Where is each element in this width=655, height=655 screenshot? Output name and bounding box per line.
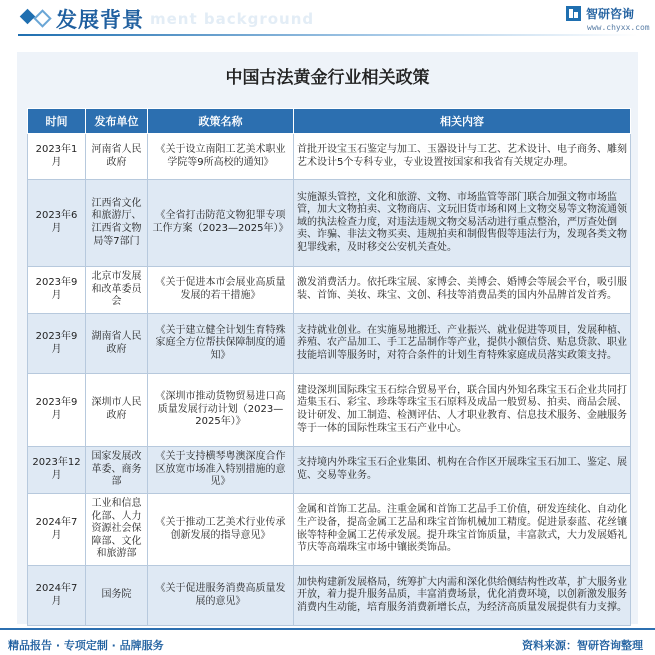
cell-unit: 江西省文化和旅游厅、江西省文物局等7部门 (86, 180, 148, 267)
cell-unit: 湖南省人民政府 (86, 314, 148, 374)
header-divider (18, 34, 638, 36)
footer-source: 资料来源：智研咨询整理 (522, 639, 643, 652)
page-header (0, 0, 655, 38)
table-row (28, 566, 631, 626)
column-header-content: 相关内容 (294, 109, 631, 134)
cell-time: 2024年7月 (28, 494, 86, 566)
cell-content: 首批开设宝玉石鉴定与加工、玉器设计与工艺、艺术设计、电子商务、雕刻艺术设计5个专科专业，专业设置按国家和我省有关规定办理。 (294, 134, 631, 180)
cell-time: 2024年7月 (28, 566, 86, 626)
cell-time: 2023年9月 (28, 374, 86, 447)
cell-policy: 《关于促进服务消费高质量发展的意见》 (148, 566, 294, 626)
header-watermark-text: ment background (150, 10, 315, 28)
cell-policy: 《关于设立南阳工艺美术职业学院等9所高校的通知》 (148, 134, 294, 180)
cell-policy: 《关于促进本市会展业高质量发展的若干措施》 (148, 267, 294, 314)
table-title: 中国古法黄金行业相关政策 (225, 68, 430, 88)
column-header-time: 时间 (28, 109, 86, 134)
cell-time: 2023年9月 (28, 314, 86, 374)
footer-tagline: 精品报告 · 专项定制 · 品牌服务 (8, 639, 164, 652)
table-row (28, 267, 631, 314)
cell-time: 2023年9月 (28, 267, 86, 314)
table-row (28, 494, 631, 566)
cell-content: 支持就业创业。在实施易地搬迁、产业振兴、就业促进等项目，发展种植、养殖、农产品加工、手工艺品制作等产业，提供小额信贷、贴息贷款、职业技能培训等服务时，对符合条件的计划生育特殊家庭成员落实政策支持。 (294, 314, 631, 374)
cell-content: 加快构建新发展格局，统筹扩大内需和深化供给侧结构性改革，扩大服务业开放，着力提升服务品质，丰富消费场景，优化消费环境，以创新激发服务消费内生动能，培育服务消费新增长点，为经济高质量发展提供有力支撑。 (294, 566, 631, 626)
cell-unit: 工业和信息化部、人力资源社会保障部、文化和旅游部 (86, 494, 148, 566)
column-header-unit: 发布单位 (86, 109, 148, 134)
cell-time: 2023年6月 (28, 180, 86, 267)
cell-unit: 河南省人民政府 (86, 134, 148, 180)
cell-time: 2023年1月 (28, 134, 86, 180)
page-footer (0, 631, 655, 655)
table-row (28, 314, 631, 374)
cell-time: 2023年12月 (28, 447, 86, 494)
section-title: 发展背景 (56, 8, 144, 32)
diamond-icon (20, 9, 36, 25)
cell-content: 激发消费活力。依托珠宝展、家博会、美博会、婚博会等展会平台，吸引服装、首饰、美妆、珠宝、文创、科技等消费品类的国内外品牌首发首秀。 (294, 267, 631, 314)
cell-policy: 《关于推动工艺美术行业传承创新发展的指导意见》 (148, 494, 294, 566)
column-header-policy: 政策名称 (148, 109, 294, 134)
cell-unit: 国务院 (86, 566, 148, 626)
table-row (28, 447, 631, 494)
cell-unit: 国家发展改革委、商务部 (86, 447, 148, 494)
table-header-row (28, 109, 631, 134)
logo-url: www.chyxx.com (587, 23, 650, 32)
table-row (28, 180, 631, 267)
cell-policy: 《全省打击防范文物犯罪专项工作方案（2023—2025年）》 (148, 180, 294, 267)
cell-policy: 《关于支持横琴粤澳深度合作区放宽市场准入特别措施的意见》 (148, 447, 294, 494)
cell-content: 建设深圳国际珠宝玉石综合贸易平台，联合国内外知名珠宝玉石企业共同打造集玉石、彩宝、珍珠等珠宝玉石原料及成品一般贸易、拍卖、商品会展、设计研发、加工制造、检测评估、人才职业教育、信息技术服务、金融服务等于一体的国际性珠宝玉石产业中心。 (294, 374, 631, 447)
cell-content: 支持境内外珠宝玉石企业集团、机构在合作区开展珠宝玉石加工、鉴定、展览、交易等业务。 (294, 447, 631, 494)
cell-content: 实施源头管控，文化和旅游、文物、市场监管等部门联合加强文物市场监管，加大文物拍卖、文物商店、文玩旧货市场和网上文物交易等文物流通领域的执法检查力度，对违法违规文物交易活动进行重点整治，严厉查处倒卖、诈骗、非法文物买卖、违规拍卖和制假售假等违法行为，发现各类文物犯罪线索，及时移交公安机关查处。 (294, 180, 631, 267)
cell-unit: 北京市发展和改革委员会 (86, 267, 148, 314)
diamond-outline-icon (33, 9, 51, 27)
cell-policy: 《关于建立健全计划生育特殊家庭全方位帮扶保障制度的通知》 (148, 314, 294, 374)
footer-divider (0, 628, 655, 630)
logo-icon (566, 6, 581, 21)
table-row (28, 374, 631, 447)
policy-table (27, 108, 631, 626)
cell-unit: 深圳市人民政府 (86, 374, 148, 447)
logo-name: 智研咨询 (586, 7, 635, 21)
cell-policy: 《深圳市推动货物贸易进口高质量发展行动计划（2023—2025年）》 (148, 374, 294, 447)
cell-content: 金属和首饰工艺品。注重金属和首饰工艺品手工价值，研发连续化、自动化生产设备，提高金属工艺品和珠宝首饰机械加工精度。促进景泰蓝、花丝镶嵌等特种金属工艺传承发展。提升珠宝首饰质量，丰富款式，大力发展婚礼节庆等高端珠宝市场中镶嵌类饰品。 (294, 494, 631, 566)
table-row (28, 134, 631, 180)
